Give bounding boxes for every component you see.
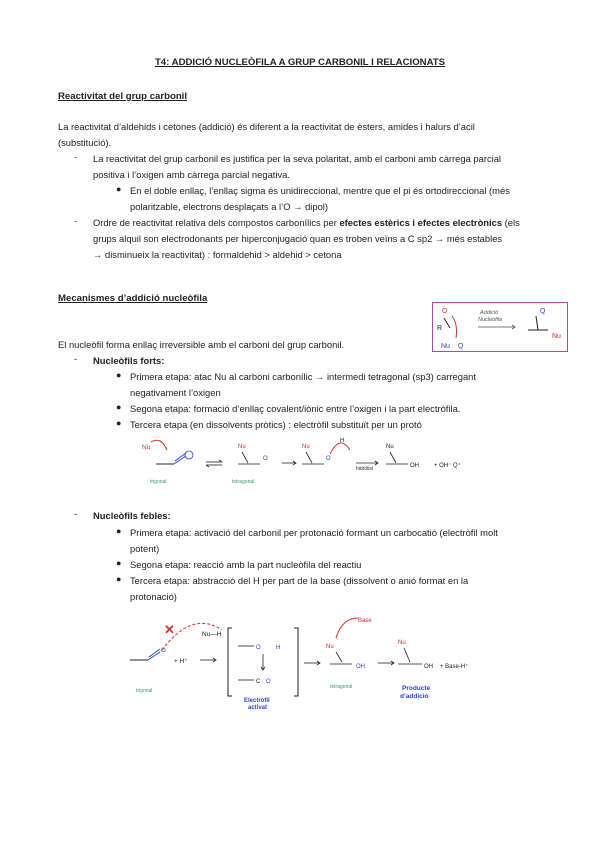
section-heading-reactivity: Reactivitat del grup carbonil (58, 91, 188, 102)
bullet-text: Tercera etapa (en dissolvents pròtics) : electròfil substituït per un protó (130, 419, 422, 430)
scheme-label-bottom: Nucleòfila (478, 317, 503, 323)
oxygen-label: O (326, 456, 331, 462)
bond (242, 452, 248, 463)
bullet-dash: - (74, 508, 78, 519)
bullet-text: En el doble enllaç, l’enllaç sigma és unidireccional, mentre que el pi és ortodireccional (més (130, 185, 510, 196)
bullet-dash: - (74, 353, 78, 364)
bond (390, 452, 396, 463)
label-product2: d’addició (400, 693, 429, 700)
bullet-dot: ● (116, 184, 122, 194)
bullet-text: Primera etapa: activació del carbonil per protonació formant un carbocatió (electròfil molt (130, 527, 498, 538)
byproduct-label: + OH⁻ Q⁺ (434, 463, 461, 469)
label-tetragonal: tetragonal (232, 479, 255, 485)
label-hidrolisi: hidròlisi (356, 466, 373, 472)
bullet-dot: ● (116, 526, 122, 536)
bullet-dot: ● (116, 370, 122, 380)
scheme-o-label: O (442, 308, 448, 315)
proton-transfer-arrow (330, 443, 350, 454)
bullet-text: positiva i l’oxigen amb càrrega parcial negativa. (93, 169, 290, 180)
oxygen-label: O (161, 648, 166, 654)
paragraph-line: El nucleòfil forma enllaç irreversible amb el carboni del grup carbonil. (58, 339, 345, 350)
scheme-nu-label: Nu (441, 343, 450, 350)
oxygen-label: O (263, 456, 268, 462)
oxygen-label: O (266, 679, 271, 685)
bullet-dot: ● (116, 418, 122, 428)
bullet-text: Primera etapa: atac Nu al carboni carbonílic → intermedi tetragonal (sp3) carregant (130, 371, 477, 382)
scheme-r-label: R (437, 325, 443, 332)
proton-label: + H⁺ (174, 658, 188, 665)
bracket-left (228, 628, 232, 696)
label-product1: Producte (402, 685, 431, 692)
carbon-label: C (256, 679, 261, 685)
weak-nucleophiles-label: Nucleòfils febles: (93, 510, 171, 521)
cross-icon: ✕ (164, 622, 175, 637)
label-trigonal: trigonal (150, 479, 167, 485)
paragraph-line: (substitució). (58, 137, 112, 148)
scheme-label-top: Addició (480, 310, 499, 316)
bullet-text: Segona etapa: reacció amb la part nucleòfila del reactiu (130, 559, 362, 570)
nu-label: Nu (326, 644, 334, 650)
bullet-text: negativament l’oxigen (130, 387, 221, 398)
nu-label-product: Nu (398, 640, 406, 646)
bullet-dot: ● (116, 558, 122, 568)
section-heading-mechanisms: Mecanismes d’addició nucleòfila (58, 293, 208, 304)
bullet-text: polaritzable, electrons desplaçats a l’O → dipol) (130, 201, 329, 212)
scheme-product-nu: Nu (552, 333, 561, 340)
base-attack-arrow (336, 618, 358, 638)
strong-nucleophiles-label: Nucleòfils forts: (93, 355, 165, 366)
weak-nucleophile-mechanism (126, 608, 476, 712)
oh-label: OH (356, 664, 365, 670)
hydrogen-label: H (340, 438, 345, 444)
bracket-right (294, 628, 298, 696)
nu-label-3: Nu (302, 444, 310, 450)
bullet-dash: - (74, 151, 78, 162)
bullet-text: protonació) (130, 591, 177, 602)
label-tetragonal: tetragonal (330, 684, 353, 690)
bond (404, 648, 410, 662)
paragraph-line: La reactivitat d’aldehids i cetones (addició) és diferent a la reactivitat de èsters, amides i halurs d’acil (58, 121, 475, 132)
scheme-product-q: Q (540, 308, 546, 315)
label-activat: activat (248, 705, 268, 711)
scheme-q-label: Q (458, 343, 464, 350)
nu-label-4: Nu (386, 444, 394, 450)
bullet-text: Segona etapa: formació d’enllaç covalent/iònic entre l’oxigen i la part electròfila. (130, 403, 461, 414)
label-electrofil: Electròfil (244, 698, 270, 704)
label-trigonal: trigonal (136, 688, 153, 694)
attack-arrow (151, 440, 167, 450)
bullet-text: La reactivitat del grup carbonil es justifica per la seva polaritat, amb el carboni amb càrrega parcial (93, 153, 502, 164)
hydrogen-label: H (276, 645, 281, 651)
bond (336, 652, 342, 662)
product-oh-label: OH (424, 664, 433, 670)
bullet-text: grups alquil son electrodonants per hiperconjugació quan es troben veïns a C sp2 → més estables (93, 233, 503, 244)
nucleophile-h-label: Nu—H (202, 631, 222, 638)
nu-label: Nu (142, 444, 151, 451)
strong-nucleophile-mechanism (142, 430, 478, 486)
page-title: T4: ADDICIÓ NUCLEÒFILA A GRUP CARBONIL I RELACIONATS (154, 57, 446, 68)
oxygen-atom (185, 451, 193, 459)
bullet-dash: - (74, 215, 78, 226)
bullet-dot: ● (116, 574, 122, 584)
bullet-text: Tercera etapa: abstracció del H per part de la base (dissolvent o anió format en la (130, 575, 469, 586)
bullet-dot: ● (116, 402, 122, 412)
oh-label: OH (410, 463, 419, 469)
nu-label-2: Nu (238, 444, 246, 450)
nucleophilic-addition-scheme (432, 302, 568, 352)
oxygen-label: O (256, 645, 261, 651)
base-label: Base (358, 618, 372, 624)
bullet-text: potent) (130, 543, 160, 554)
base-h-label: + Base-H⁺ (440, 664, 469, 670)
bullet-text: → disminueix la reactivitat) : formaldehid > aldehid > cetona (93, 249, 342, 260)
bond (306, 452, 312, 463)
bullet-text: Ordre de reactivitat relativa dels compostos carbonílics per efectes estèrics i efectes electrònics (els (93, 217, 520, 228)
